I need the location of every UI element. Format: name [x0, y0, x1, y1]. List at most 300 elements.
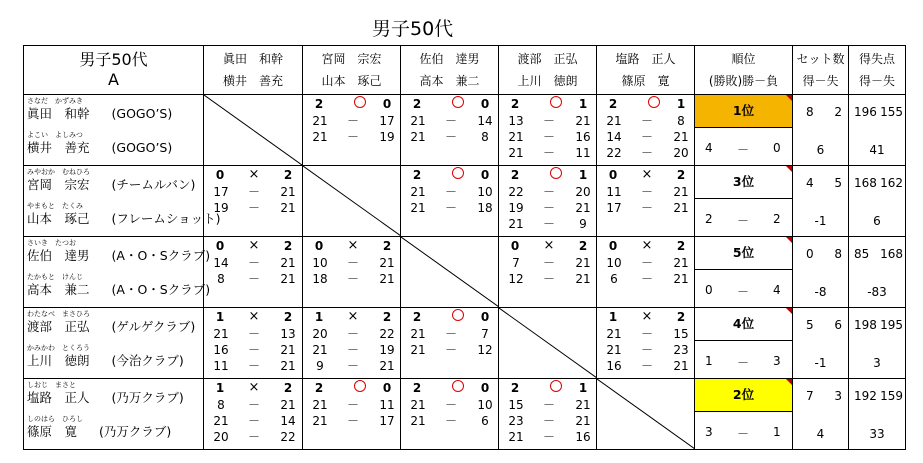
match-result	[499, 238, 596, 254]
match-cell	[597, 237, 695, 308]
sets-diff: 6	[816, 143, 825, 157]
game-score	[597, 255, 694, 271]
rank-header	[695, 46, 793, 95]
points-diff: 33	[869, 427, 885, 441]
game-score	[499, 184, 596, 200]
team-row	[24, 95, 906, 166]
game-score	[401, 184, 498, 200]
points-header-line1: 得失点	[858, 52, 895, 66]
player-club: (乃万クラブ)	[111, 390, 184, 405]
game-score	[204, 255, 302, 271]
game-score-opp: 8	[677, 114, 685, 128]
col-header-line1: 宮岡 宗宏	[321, 52, 382, 66]
rank-cell	[695, 308, 793, 379]
sets-won: 1	[215, 381, 225, 395]
sets-lost: 2	[283, 310, 293, 324]
game-score-opp: 10	[477, 398, 493, 412]
game-score-dash: －	[247, 327, 260, 341]
team-players	[24, 308, 204, 379]
wins: 1	[705, 354, 713, 368]
self-match-cell	[303, 166, 401, 237]
win-loss	[695, 212, 792, 228]
game-score	[303, 397, 400, 413]
sets-lost-total: 3	[834, 389, 842, 403]
player-kana: しのはら ひろし	[27, 415, 83, 423]
game-score-dash: －	[444, 130, 457, 144]
game-score-opp: 19	[379, 130, 395, 144]
player-kana: よこい よしみつ	[27, 131, 83, 139]
game-score-opp: 21	[379, 359, 395, 373]
player-2	[27, 415, 171, 440]
game-score-dash: －	[346, 343, 359, 357]
game-score-dash: －	[247, 201, 260, 215]
game-score-opp: 21	[280, 359, 296, 373]
player-2	[27, 131, 172, 156]
game-score-opp: 8	[481, 130, 489, 144]
game-score	[499, 413, 596, 429]
game-score-opp: 16	[575, 430, 591, 444]
game-score	[204, 397, 302, 413]
game-score-opp: 12	[477, 343, 493, 357]
game-score-own: 21	[312, 130, 328, 144]
game-score-opp: 9	[579, 217, 587, 231]
player-name: 篠原 寛	[27, 424, 78, 439]
comment-marker-icon	[786, 237, 792, 243]
game-score	[401, 413, 498, 429]
rank-header-line1: 順位	[731, 52, 756, 66]
game-score-dash: －	[640, 343, 653, 357]
rank-badge	[695, 95, 792, 128]
loss-cross-icon: ×	[641, 309, 653, 324]
game-score	[499, 255, 596, 271]
rank-label: 5位	[732, 245, 755, 260]
game-score	[597, 342, 694, 358]
game-score-opp: 15	[673, 327, 689, 341]
sets-won: 0	[314, 239, 324, 253]
match-result	[204, 167, 302, 183]
game-score-dash: －	[444, 201, 457, 215]
team-players	[24, 95, 204, 166]
game-score-opp: 21	[673, 130, 689, 144]
game-score-dash: －	[247, 343, 260, 357]
col-header-2	[303, 46, 401, 95]
game-score-dash: －	[346, 272, 359, 286]
game-score	[204, 342, 302, 358]
game-score-dash: －	[346, 359, 359, 373]
rank-label: 1位	[732, 103, 755, 118]
game-score-opp: 18	[477, 201, 493, 215]
sets-won: 2	[412, 97, 422, 111]
game-score-opp: 11	[575, 146, 591, 160]
sets-won: 2	[510, 97, 520, 111]
match-cell	[401, 166, 499, 237]
game-score-dash: －	[444, 185, 457, 199]
game-score	[401, 129, 498, 145]
game-score-own: 21	[410, 114, 426, 128]
player-1	[27, 239, 210, 264]
comment-marker-icon	[786, 95, 792, 101]
wins: 3	[705, 425, 713, 439]
points-won-total: 196	[854, 105, 877, 119]
header-row	[24, 46, 906, 95]
game-score-own: 17	[213, 185, 229, 199]
game-score-opp: 21	[575, 256, 591, 270]
sets-lost: 2	[382, 310, 392, 324]
game-score-own: 20	[213, 430, 229, 444]
points-lost-total: 159	[880, 389, 903, 403]
game-score-own: 12	[508, 272, 524, 286]
sets-lost: 2	[676, 168, 686, 182]
game-score-dash: －	[346, 414, 359, 428]
sets-diff: -1	[814, 214, 827, 228]
team-row	[24, 237, 906, 308]
sets-won: 0	[608, 239, 618, 253]
game-score-own: 21	[410, 327, 426, 341]
rank-header-line2: (勝敗)勝－負	[708, 74, 779, 88]
win-loss	[695, 425, 792, 441]
self-match-cell	[499, 308, 597, 379]
game-score-own: 8	[217, 272, 225, 286]
game-score-dash: －	[346, 256, 359, 270]
comment-marker-icon	[786, 379, 792, 385]
player-club: (チームルバン)	[111, 177, 196, 192]
loss-cross-icon: ×	[248, 238, 260, 253]
sets-lost: 1	[578, 97, 588, 111]
diagonal-line	[401, 237, 499, 307]
points-cell	[849, 95, 906, 166]
team-row	[24, 166, 906, 237]
rank-label: 4位	[732, 316, 755, 331]
player-1	[27, 97, 172, 122]
game-score-own: 21	[312, 114, 328, 128]
match-cell	[204, 379, 303, 450]
sets-cell	[793, 237, 849, 308]
sets-won-total: 7	[806, 389, 814, 403]
points-header	[849, 46, 906, 95]
losses: 4	[773, 283, 781, 297]
game-score-dash: －	[444, 327, 457, 341]
game-score-dash: －	[247, 359, 260, 373]
losses: 2	[773, 212, 781, 226]
rank-badge	[695, 379, 792, 412]
game-score-own: 21	[508, 146, 524, 160]
player-club: (GOGO’S)	[111, 106, 173, 121]
game-score-dash: －	[640, 327, 653, 341]
game-score-opp: 11	[379, 398, 395, 412]
game-score-opp: 17	[379, 114, 395, 128]
game-score-opp: 22	[280, 430, 296, 444]
game-score-dash: －	[346, 114, 359, 128]
player-kana: やまもと たくみ	[27, 202, 83, 210]
game-score	[303, 326, 400, 342]
sets-cell	[793, 166, 849, 237]
match-cell	[401, 379, 499, 450]
game-score	[401, 200, 498, 216]
sets-lost: 1	[676, 97, 686, 111]
game-score-own: 13	[508, 114, 524, 128]
game-score-dash: －	[247, 256, 260, 270]
game-score-opp: 20	[673, 146, 689, 160]
sets-lost: 2	[676, 239, 686, 253]
match-cell	[303, 95, 401, 166]
game-score	[303, 255, 400, 271]
game-score-opp: 21	[673, 272, 689, 286]
game-score-dash: －	[247, 414, 260, 428]
game-score	[597, 200, 694, 216]
game-score-own: 21	[410, 343, 426, 357]
game-score-dash: －	[640, 185, 653, 199]
game-score-opp: 21	[575, 398, 591, 412]
loss-cross-icon: ×	[641, 167, 653, 182]
game-score-own: 21	[508, 130, 524, 144]
game-score-dash: －	[542, 414, 555, 428]
team-row	[24, 308, 906, 379]
game-score-own: 21	[508, 217, 524, 231]
game-score	[597, 129, 694, 145]
game-score-own: 21	[410, 130, 426, 144]
game-score-opp: 21	[280, 272, 296, 286]
match-result	[597, 96, 694, 112]
loss-cross-icon: ×	[543, 238, 555, 253]
points-header-line2: 得－失	[858, 74, 895, 88]
win-loss	[695, 354, 792, 370]
points-cell	[849, 166, 906, 237]
game-score-dash: －	[444, 398, 457, 412]
points-diff: 41	[869, 143, 885, 157]
sets-diff: -1	[814, 356, 827, 370]
sets-won-total: 0	[806, 247, 814, 261]
game-score-dash: －	[640, 114, 653, 128]
sets-won: 2	[412, 310, 422, 324]
match-result	[499, 167, 596, 183]
game-score	[204, 200, 302, 216]
game-score-opp: 16	[575, 130, 591, 144]
points-won-total: 85	[854, 247, 870, 261]
sets-lost: 2	[578, 239, 588, 253]
rank-badge	[695, 237, 792, 270]
game-score-opp: 21	[379, 272, 395, 286]
game-score-opp: 21	[379, 256, 395, 270]
sets-lost: 2	[283, 381, 293, 395]
game-score-opp: 21	[280, 201, 296, 215]
game-score	[204, 429, 302, 445]
game-score	[499, 397, 596, 413]
match-cell	[204, 308, 303, 379]
player-name: 宮岡 宗宏	[27, 177, 90, 192]
game-score	[597, 271, 694, 287]
match-cell	[204, 166, 303, 237]
game-score-opp: 19	[379, 343, 395, 357]
game-score-own: 9	[316, 359, 324, 373]
game-score-own: 10	[606, 256, 622, 270]
game-score-own: 22	[508, 185, 524, 199]
game-score-opp: 14	[280, 414, 296, 428]
sets-cell	[793, 379, 849, 450]
diagonal-line	[303, 166, 401, 236]
match-cell	[499, 237, 597, 308]
losses: 0	[773, 141, 781, 155]
player-kana: たかもと けんじ	[27, 273, 83, 281]
game-score-own: 14	[606, 130, 622, 144]
game-score-dash: －	[444, 114, 457, 128]
match-result	[499, 380, 596, 396]
match-result	[204, 309, 302, 325]
game-score-own: 21	[312, 398, 328, 412]
player-kana: わたなべ まさひろ	[27, 310, 90, 318]
game-score	[303, 413, 400, 429]
game-score-opp: 21	[575, 201, 591, 215]
page-title: 男子50代	[372, 18, 454, 40]
game-score-own: 16	[213, 343, 229, 357]
points-won-total: 192	[854, 389, 877, 403]
loss-cross-icon: ×	[641, 238, 653, 253]
game-score-own: 17	[606, 201, 622, 215]
player-name: 渡部 正弘	[27, 319, 90, 334]
game-score-own: 21	[410, 201, 426, 215]
match-cell	[499, 379, 597, 450]
player-kana: かみかわ とくろう	[27, 344, 90, 352]
player-club: (A・O・Sクラブ)	[111, 282, 211, 297]
rank-cell	[695, 95, 793, 166]
game-score-dash: －	[542, 272, 555, 286]
sets-header-line1: セット数	[796, 52, 845, 66]
game-score-opp: 20	[575, 185, 591, 199]
loss-cross-icon: ×	[248, 167, 260, 182]
player-club: (ゲルゲクラブ)	[111, 319, 196, 334]
match-result	[303, 309, 400, 325]
game-score-own: 21	[606, 327, 622, 341]
game-score-dash: －	[346, 327, 359, 341]
col-header-line2: 上川 徳朗	[517, 74, 578, 88]
game-score	[499, 113, 596, 129]
player-club: (フレームショット)	[111, 211, 221, 226]
game-score	[401, 342, 498, 358]
match-cell	[499, 166, 597, 237]
game-score-own: 22	[606, 146, 622, 160]
player-name: 佐伯 達男	[27, 248, 90, 263]
game-score-own: 21	[606, 114, 622, 128]
match-result	[204, 380, 302, 396]
match-result	[597, 309, 694, 325]
game-score-opp: 17	[379, 414, 395, 428]
self-match-cell	[401, 237, 499, 308]
game-score	[303, 271, 400, 287]
sets-won-total: 8	[806, 105, 814, 119]
sets-lost: 0	[480, 168, 490, 182]
game-score	[499, 216, 596, 232]
player-2	[27, 273, 210, 298]
player-kana: さなだ かずみき	[27, 97, 83, 105]
points-cell	[849, 237, 906, 308]
rank-label: 3位	[732, 174, 755, 189]
sets-won: 2	[510, 168, 520, 182]
sets-cell	[793, 95, 849, 166]
points-diff: 6	[873, 214, 881, 228]
diagonal-line	[499, 308, 597, 378]
losses: 3	[773, 354, 781, 368]
game-score	[499, 200, 596, 216]
player-club: (A・O・Sクラブ)	[111, 248, 211, 263]
col-header-line2: 高本 兼二	[419, 74, 480, 88]
game-score	[204, 358, 302, 374]
game-score-dash: －	[542, 430, 555, 444]
sets-diff: -8	[814, 285, 827, 299]
sets-header-line2: 得－失	[802, 74, 839, 88]
rank-cell	[695, 166, 793, 237]
rank-badge	[695, 308, 792, 341]
sets-won: 2	[608, 97, 618, 111]
game-score-own: 16	[606, 359, 622, 373]
player-club: (今治クラブ)	[111, 353, 184, 368]
match-result	[401, 309, 498, 325]
comment-marker-icon	[786, 308, 792, 314]
sets-won: 0	[215, 239, 225, 253]
player-kana: みやおか むねひろ	[27, 168, 90, 176]
sets-won: 2	[412, 381, 422, 395]
sets-diff: 4	[816, 427, 825, 441]
points-diff: 3	[873, 356, 881, 370]
game-score-opp: 22	[379, 327, 395, 341]
col-header-line1: 佐伯 達男	[419, 52, 480, 66]
player-2	[27, 202, 221, 227]
col-header-line2: 山本 琢己	[321, 74, 382, 88]
rank-cell	[695, 237, 793, 308]
sets-lost: 0	[480, 381, 490, 395]
game-score-opp: 21	[280, 398, 296, 412]
game-score-own: 19	[508, 201, 524, 215]
team-players	[24, 379, 204, 450]
sets-lost: 1	[578, 168, 588, 182]
player-1	[27, 381, 184, 406]
comment-marker-icon	[786, 166, 792, 172]
points-lost-total: 195	[880, 318, 903, 332]
loss-cross-icon: ×	[347, 238, 359, 253]
wins: 2	[705, 212, 713, 226]
game-score-own: 14	[213, 256, 229, 270]
game-score-own: 21	[410, 414, 426, 428]
player-kana: しおじ まさと	[27, 381, 76, 389]
game-score	[303, 358, 400, 374]
col-header-line2: 篠原 寛	[621, 74, 670, 88]
match-cell	[597, 95, 695, 166]
sets-won: 0	[215, 168, 225, 182]
game-score-opp: 21	[280, 343, 296, 357]
game-score-own: 21	[508, 430, 524, 444]
game-score-dash: －	[542, 201, 555, 215]
game-score-dash: －	[640, 272, 653, 286]
col-header-3	[401, 46, 499, 95]
player-kana: さいき たつお	[27, 239, 76, 247]
match-result	[303, 238, 400, 254]
sets-lost: 0	[382, 97, 392, 111]
game-score-opp: 21	[575, 272, 591, 286]
win-loss-dash: －	[737, 285, 750, 299]
group-title: 男子50代	[79, 50, 148, 69]
game-score-own: 20	[312, 327, 328, 341]
game-score-own: 21	[312, 414, 328, 428]
points-won-total: 198	[854, 318, 877, 332]
game-score	[303, 342, 400, 358]
game-score-opp: 23	[673, 343, 689, 357]
game-score-opp: 21	[575, 114, 591, 128]
game-score-dash: －	[444, 414, 457, 428]
player-club: (乃万クラブ)	[99, 424, 172, 439]
game-score-opp: 21	[280, 256, 296, 270]
game-score-opp: 21	[673, 185, 689, 199]
group-letter: A	[108, 70, 119, 89]
player-1	[27, 310, 195, 335]
game-score-dash: －	[444, 343, 457, 357]
